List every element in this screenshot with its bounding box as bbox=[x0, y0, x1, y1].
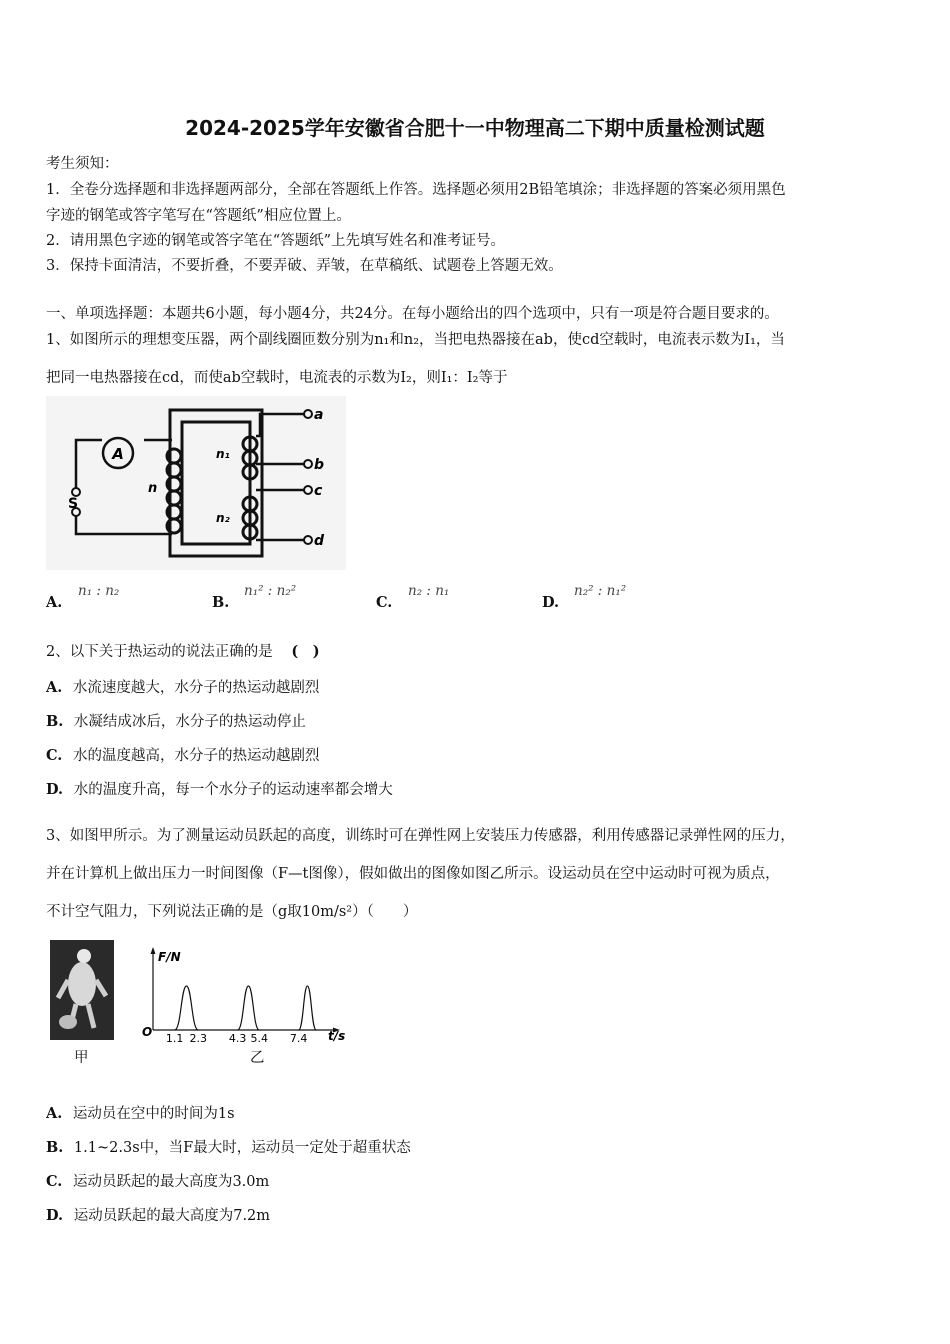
q1-line-1: 1、如图所示的理想变压器，两个副线圈匝数分别为n₁和n₂，当把电热器接在ab，使cd空载时，电流表示数为I₁，当 bbox=[46, 332, 785, 348]
x-tick-label: 4.3 bbox=[228, 1032, 247, 1044]
y-axis-label: F/N bbox=[158, 950, 181, 964]
x-tick-label: 7.4 bbox=[289, 1032, 308, 1044]
terminal-b: b bbox=[314, 457, 325, 473]
section-heading: 一、单项选择题：本题共6小题，每小题4分，共24分。在每小题给出的四个选项中，只有一项是符合题目要求的。 bbox=[46, 306, 779, 322]
terminal-c: c bbox=[314, 483, 323, 499]
x-tick-label: 5.4 bbox=[250, 1032, 268, 1044]
x-axis-label: t/s bbox=[328, 1029, 346, 1043]
q1-option-d-expr: n₂² : n₁² bbox=[574, 583, 627, 599]
force-pulse-3 bbox=[299, 986, 317, 1030]
q1-line-2: 把同一电热器接在cd，而使ab空载时，电流表的示数为I₂，则I₁：I₂等于 bbox=[46, 370, 508, 386]
primary-label: n bbox=[148, 481, 158, 496]
q1-options: A. n₁ : n₂ B. n₁² : n₂² C. n₂ : n₁ D. n₂² : n₁² bbox=[46, 583, 627, 611]
q1-option-b-expr: n₁² : n₂² bbox=[244, 583, 297, 599]
force-pulse-2 bbox=[238, 986, 260, 1030]
origin-label: O bbox=[142, 1025, 153, 1039]
q2-stem: 2、以下关于热运动的说法正确的是 ( ) bbox=[46, 643, 320, 660]
q2-option-d[interactable]: D. 水的温度升高，每一个水分子的运动速率都会增大 bbox=[46, 781, 393, 798]
notice-heading: 考生须知： bbox=[46, 156, 119, 172]
q3-option-c[interactable]: C. 运动员跃起的最大高度为3.0m bbox=[46, 1173, 270, 1190]
terminal-a: a bbox=[314, 407, 324, 423]
force-pulse-1 bbox=[175, 986, 199, 1030]
q2-option-b[interactable]: B. 水凝结成冰后，水分子的热运动停止 bbox=[46, 713, 306, 730]
q2-option-a[interactable]: A. 水流速度越大，水分子的热运动越剧烈 bbox=[46, 679, 320, 696]
notice-line-3: 3．保持卡面清洁，不要折叠，不要弄破、弄皱，在草稿纸、试题卷上答题无效。 bbox=[46, 258, 563, 274]
q3-option-a[interactable]: A. 运动员在空中的时间为1s bbox=[46, 1105, 235, 1122]
q3-option-b[interactable]: B. 1.1~2.3s中，当F最大时，运动员一定处于超重状态 bbox=[46, 1139, 411, 1156]
notice-line-1b: 字迹的钢笔或答字笔写在“答题纸”相应位置上。 bbox=[46, 208, 351, 224]
q2-option-c[interactable]: C. 水的温度越高，水分子的热运动越剧烈 bbox=[46, 747, 320, 764]
x-tick-label: 2.3 bbox=[189, 1032, 207, 1044]
q3-line-2: 并在计算机上做出压力一时间图像（F—t图像），假如做出的图像如图乙所示。设运动员在空中运动时可视为质点， bbox=[46, 866, 780, 882]
y-axis-arrow bbox=[151, 947, 156, 954]
athlete-photo bbox=[50, 940, 114, 1040]
x-tick-label: 1.1 bbox=[165, 1032, 184, 1044]
q3-line-3: 不计空气阻力，下列说法正确的是（g取10m/s²）（ ） bbox=[46, 904, 418, 920]
notice-line-2: 2．请用黑色字迹的钢笔或答字笔在“答题纸”上先填写姓名和准考证号。 bbox=[46, 233, 506, 249]
notice-line-1a: 1．全卷分选择题和非选择题两部分，全部在答题纸上作答。选择题必须用2B铅笔填涂；非选择题的答案必须用黑色 bbox=[46, 182, 786, 198]
q3-option-d[interactable]: D. 运动员跃起的最大高度为7.2m bbox=[46, 1207, 271, 1224]
n1-label: n₁ bbox=[216, 447, 230, 461]
q3-line-1: 3、如图甲所示。为了测量运动员跃起的高度，训练时可在弹性网上安装压力传感器，利用传感器记录弹性网的压力， bbox=[46, 828, 795, 844]
n2-label: n₂ bbox=[216, 511, 230, 525]
transformer-figure bbox=[46, 396, 346, 570]
figure-jia-caption: 甲 bbox=[74, 1050, 89, 1066]
source-label: S bbox=[68, 496, 79, 512]
q1-option-c-expr: n₂ : n₁ bbox=[408, 583, 450, 599]
terminal-d: d bbox=[314, 533, 325, 549]
page-title: 2024-2025学年安徽省合肥十一中物理高二下期中质量检测试题 bbox=[185, 116, 765, 140]
q1-option-a-expr: n₁ : n₂ bbox=[78, 583, 120, 599]
figure-yi-caption: 乙 bbox=[250, 1050, 265, 1066]
ammeter-label: A bbox=[112, 445, 124, 463]
force-time-chart bbox=[136, 944, 350, 1044]
